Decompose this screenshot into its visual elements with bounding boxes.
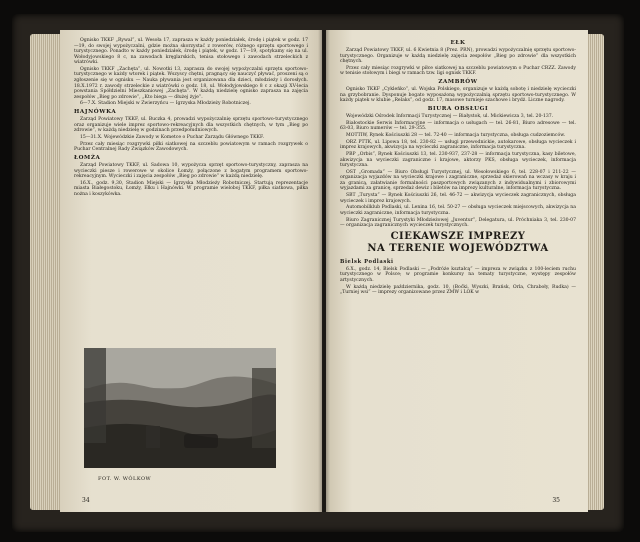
paragraph-hajnowka-3: Przez cały miesiąc rozgrywki piłki siatkowej na szczeblu powiatowym w ramach rozgrywek o Puchar Centralnej Rady Związków Zawodowych. <box>74 141 308 153</box>
paragraph-lomza-1: Zarząd Powiatowy TKKF, ul. Sadowa 10, wypożycza sprzęt sportowo-turystyczny, zaprasza na wycieczki piesze i rowerowe w okolice Łomży, połączone z bogatym programem sportowo-rekreacyjnym. Wycieczki i zajęcia zespołów „Bieg po zdrowie” w każdą niedzielę. <box>74 162 308 180</box>
paragraph-biura-9: Biuro Zagranicznej Turystyki Młodzieżowej „Juventur”, Delegatura, ul. Próchniaka 3, tel. 230-07 — organizacja zagranicznych wycieczek turystycznych. <box>340 217 576 229</box>
page-number-left: 34 <box>82 497 90 504</box>
banner-line-2: NA TERENIE WOJEWÓDZTWA <box>367 242 549 254</box>
paragraph-biura-1: Wojewódzki Ośrodek Informacji Turystycznej — Białystok, ul. Mickiewicza 3, tel. 20-137. <box>346 113 554 119</box>
left-page-edges <box>30 34 62 510</box>
heading-zambrow: ZAMBRÓW <box>438 79 478 86</box>
paragraph-bielsk-1: 6.X., godz. 14, Bielsk Podlaski — „Podróże kształcą” — impreza w związku z 100-leciem ruchu turystycznego w Polsce; w programie konkursy na tematy turystyczne, występy zespołów artystycznych. <box>340 266 576 283</box>
events-banner <box>340 231 576 255</box>
paragraph-bielsk-2: W każdą niedzielę października, godz. 10, (Boćki, Wyszki, Brańsk, Orla, Chraboły, Rudka) — „Turniej wsi” — imprezy organizowane przez ZMW i LOK w <box>340 284 576 296</box>
paragraph-biura-6: OST „Gromada” — Biuro Obsługi Turystycznej, ul. Wesołowskiego 6, tel. 228-07 i 211-22 — organizacja wyjazdów na wycieczki krajowe i zagraniczne, sprzedaż skierowań na wczasy w kraju i za granicą, załatwianie formalności paszportowych związanych z indywidualnymi i zbiorowymi wyjazdami za granicę, sprzedaż dewiz i biletów na imprezy kulturalne, informacja turystyczna. <box>340 169 576 192</box>
paragraph-biura-4: ORZ PTTK, ul. Lipowa 18, tel. 230-82 — usługi przewodnickie, autokarowe, obsługa wycieczek i imprez krajowych, akwizycja na wycieczki zagraniczne, informacja turystyczna. <box>340 139 576 151</box>
heading-lomza: ŁOMŻA <box>74 154 101 161</box>
heading-hajnowka: HAJNÓWKA <box>74 109 117 116</box>
heading-bielsk: Bielsk Podlaski <box>340 258 394 265</box>
paragraph-biura-8: Automobilklub Podlaski, ul. Lenina 16, tel. 50-27 — obsługa wycieczek miejscowych, akwizycja na wycieczki zagraniczne, informacja turystyczna. <box>340 205 576 216</box>
heading-biura-obslugi: BIURA OBSŁUGI <box>427 105 489 112</box>
photo-credit: FOT. W. WÓLKOW <box>98 476 152 482</box>
paragraph-stadion: 6—7.X. Stadion Miejski w Zwierzyńcu — Igrzyska Młodzieży Robotniczej. <box>80 101 251 107</box>
paragraph-zacheta: Ognisko TKKF „Zachęta”, ul. Nowotki 13, zaprasza do swojej wypożyczalni sprzętu sportowo-turystycznego w każdy wtorek i piątek. Wszyscy chętni, pragnący się nauczyć pływać, proszeni są o zgłoszenie się w ognisku — Nauka pływania jest organizowana dla dzieci, młodzieży i dorosłych. 18.X.1972 r. zawody strzeleckie z wiatrówki o godz. 18, ul. Wołodyjowskiego 8 c z okazji XV-lecia powstania Spółdzielni Mieszkaniowej „Zachęta”. W każdą niedzielę ognisko zaprasza na zajęcia zespołów „Bieg po zdrowie”, „Kto biega — dłużej żyje”. <box>74 66 308 100</box>
paragraph-biura-7: SBT „Turysta” — Rynek Kościuszki 26, tel. 46-72 — akwizycja wycieczek zagranicznych, obsługa wycieczek i imprez krajowych. <box>340 193 576 204</box>
right-column <box>340 38 576 297</box>
landscape-photo-art <box>84 348 276 468</box>
right-page-edges <box>586 34 604 510</box>
paragraph-biura-3: MOTTIW, Rynek Kościuszki 28 — tel. 72-40 — informacja turystyczna, obsługa cudzoziemców. <box>346 132 566 138</box>
banner-line-1: CIEKAWSZE IMPREZY <box>390 230 526 242</box>
left-column <box>74 38 308 199</box>
paragraph-hajnowka-2: 15—31.X. Wojewódzkie Zawody w Kometce o Puchar Zarządu Głównego TKKF. <box>80 134 264 140</box>
paragraph-elk-2: Przez cały miesiąc rozgrywki w piłce siatkowej na szczeblu powiatowym o Puchar CRZZ. Zawody w tenisie stołowym i biegi w ramach tzw. ligi ognisk TKKF. <box>340 65 576 77</box>
paragraph-biura-2: Białostockie Serwis Informacyjne — informacja o usługach — tel. 26-81, Biuro adresowe — tel. 63-03, Biuro numerów — tel. 29-355. <box>340 120 576 132</box>
landscape-photo <box>84 348 276 468</box>
heading-elk: EŁK <box>450 40 466 46</box>
right-page <box>326 30 588 512</box>
paragraph-hajnowka-1: Zarząd Powiatowy TKKF, ul. Buczka 4, prowadzi wypożyczalnię sprzętu sportowo-turystycznego oraz organizuje wiele imprez sportowo-rekreacyjnych dla wszystkich chętnych, w tym „Bieg po zdrowie”, w każdą niedzielę w godzinach przedpołudniowych. <box>74 117 308 134</box>
paragraph-zambrow: Ognisko TKKF „Cykleńko”, ul. Wojska Polskiego, organizuje w każdą sobotę i niedzielę wycieczki na grzybobranie. Dysponuje bogato wyposażoną wypożyczalnią sprzętu sportowo-turystycznego. W każdy piątek w klubie „Relaks”, od godz. 17, masowe turnieje szachowe i brydż. Liczne nagrody. <box>340 87 576 104</box>
paragraph-rywal: Ognisko TKKF „Rywal”, ul. Wesoła 17, zaprasza w każdy poniedziałek, środę i piątek w godz. 17—19, do swojej wypożyczalni, gdzie można skorzystać z rowerów, różnego sprzętu sportowego i turystycznego. Ponadto w każdy poniedziałek, środę i piątek, w godz. 17—19, spotykamy się na ul. Wołodyjowskiego 8 c, na zawodach kręglarskich, tenisa stołowego i zawodach strzeleckich z wiatrówki. <box>74 38 308 66</box>
paragraph-elk-1: Zarząd Powiatowy TKKF, ul. 6 Kwietnia 8 (Prez. PRN), prowadzi wypożyczalnię sprzętu sportowo-turystycznego. Organizuje w każdą niedzielę zajęcia zespołów „Bieg po zdrowie” dla wszystkich chętnych. <box>340 48 576 65</box>
paragraph-biura-5: PBP „Orbis”, Rynek Kościuszki 13, tel. 230-937, 237-28 — informacja turystyczna, kasy biletowe, akwizycja na wycieczki zagraniczne i krajowe, aktorzy PKS, obsługa wycieczek, informacja turystyczna. <box>340 151 576 169</box>
paragraph-lomza-2: 16.X., godz. 9,30, Stadion Miejski — Igrzyska Młodzieży Robotniczej. Startują reprezentacje miasta Białegostoku, Łomży, Ełku i Hajnówki. W programie wieloboj TKKF, piłka siatkowa, piłka nożna i koszykówka. <box>74 180 308 197</box>
page-number-right: 35 <box>552 497 560 504</box>
left-page <box>60 30 322 512</box>
book-gutter <box>318 30 330 512</box>
